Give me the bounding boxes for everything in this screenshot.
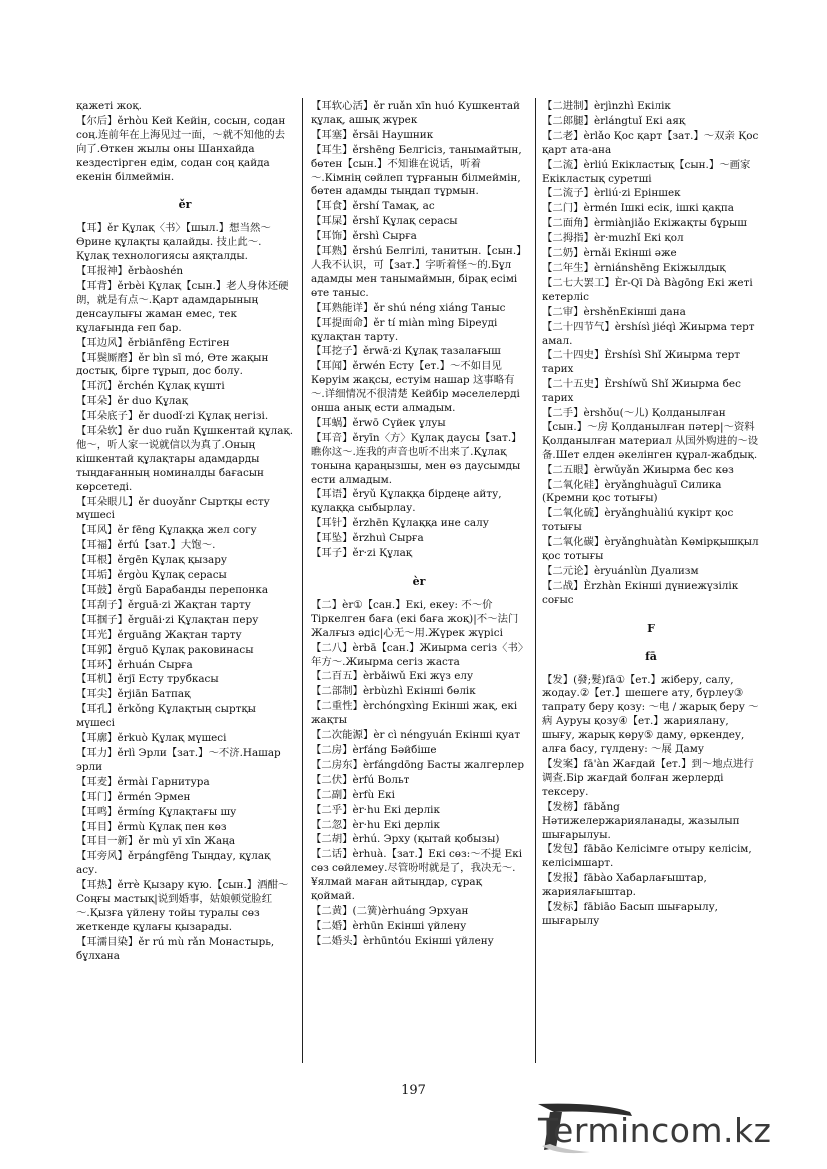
dictionary-entry: 【耳垢】ěrgòu Құлақ серасы bbox=[76, 569, 227, 582]
dictionary-entry: 【耳尖】ěrjiān Батпақ bbox=[76, 688, 191, 701]
dictionary-entry: 【发报】fābào Хабарлағыштар, жариялағыштар. bbox=[542, 872, 707, 899]
dictionary-entry: 【耳鸣】ěrmíng Құлақтағы шу bbox=[76, 805, 237, 818]
dictionary-entry: 【耳蜗】ěrwō Сүйек ұлуы bbox=[311, 416, 446, 429]
dictionary-entry: 【二战】Èrzhàn Екінші дүниежүзілік соғыс bbox=[542, 579, 739, 606]
dictionary-entry: 【二氧化碳】èryǎnghuàtàn Көмірқышқыл қос тотығы bbox=[542, 536, 759, 563]
dictionary-entry: 【耳朵底子】ěr duodǐ·zi Құлақ негізі. bbox=[76, 410, 269, 423]
middle-column bbox=[311, 100, 527, 950]
dictionary-entry: 【二十四节气】èrshísì jiéqì Жиырма терт амал. bbox=[542, 320, 755, 347]
dictionary-entry: 【耳坠】ěrzhuì Сырға bbox=[311, 532, 424, 545]
dictionary-entry: 【二话】èrhuà.【зат.】Екі сөз:～不提 Екі сөз сөйлемеу.尽管吩咐就是了，我决无～.¥ялмай маған айтыңдар, сұрақ қоймай. bbox=[311, 848, 523, 903]
dictionary-entry: 【二审】èrshěnЕкінші дана bbox=[542, 305, 686, 318]
dictionary-entry: 【二】èr①【сан.】Екі, екеу: 不～价 Тіркелген баға (екі баға жоқ)|不～法门 Жалғыз әдіс|心无～用.Жүрек жүрісі bbox=[311, 598, 519, 639]
dictionary-entry: 【耳食】ěrshí Тамақ, ас bbox=[311, 200, 435, 213]
dictionary-entry: 【耳】ěr Құлақ〈书〉【шыл.】想当然～ Өрине құлақты қалайды. 技止此～. Құлақ технологиясы аяқталды. bbox=[76, 222, 271, 263]
dictionary-entry: 【二黄】(二簧)èrhuáng Эрхуан bbox=[311, 904, 469, 917]
section-heading: èr bbox=[412, 575, 426, 588]
dictionary-entry: 【发标】fābiāo Басып шығарылу, шығарылу bbox=[542, 901, 718, 927]
watermark-text: Termincom.kz bbox=[538, 1111, 772, 1150]
dictionary-entry: 【耳朵软】ěr duo ruǎn Құшкентай құлақ.他～，听人家一说就信以为真了.Оның кішкентай құлақтары адамдарды тыңдағанның номиналды бағасын көрсетеді. bbox=[76, 425, 293, 493]
dictionary-entry: 【耳音】ěryīn〈方〉Құлақ даусы【зат.】瞧你这～.连我的声音也听不出来了.Құлақ тонына қараңызшы, мен өз даусымды ести алмадым. bbox=[311, 431, 522, 486]
dictionary-entry: 【耳屎】ěrshǐ Құлақ серасы bbox=[311, 215, 458, 228]
left-column bbox=[76, 100, 294, 965]
section-heading: ěr bbox=[178, 198, 192, 212]
dictionary-entry: 【二五眼】èrwǔyǎn Жиырма бес көз bbox=[542, 463, 734, 476]
dictionary-entry: 【耳孔】ěrkǒng Құлақтың сыртқы мүшесі bbox=[76, 703, 256, 730]
dictionary-entry: 【耳子】ěr·zi Құлақ bbox=[311, 547, 413, 560]
dictionary-entry: 【耳目一新】ěr mù yī xīn Жаңа bbox=[76, 835, 236, 848]
dictionary-entry: 【发榜】fābǎng Нәтижелержарияланады, жазылып шығарылуы. bbox=[542, 800, 740, 841]
dictionary-entry: 【二面角】èrmiànjiǎo Екіжақты бұрыш bbox=[542, 217, 747, 230]
dictionary-entry: 【二氧化硅】èryǎnghuàguī Силика (Кремни қос тотығы) bbox=[542, 478, 722, 505]
dictionary-entry: 【二婚】èrhūn Екінші үйлену bbox=[311, 919, 467, 932]
dictionary-entry: 【耳朵】ěr duo Құлақ bbox=[76, 395, 188, 408]
dictionary-entry: 【耳旁风】ěrpángfēng Тыңдау, құлақ асу. bbox=[76, 850, 271, 877]
dictionary-entry: 【二十四史】Èrshísì Shǐ Жиырма терт тарих bbox=[542, 349, 741, 376]
dictionary-entry: 【耳郭】ěrguō Құлақ раковинасы bbox=[76, 643, 254, 656]
dictionary-entry: 【二手】èrshǒu(～儿) Қолданылған【сын.】～房 Қолданылған пәтер|～资料 Қолданылған материал 从国外购进的～设备.Шет елден әкелінген құрал-жабдық. bbox=[542, 407, 759, 461]
dictionary-entry: 【二房东】èrfángdōng Басты жалгерлер bbox=[311, 758, 524, 771]
dictionary-entry: 【二进制】èrjìnzhì Екілік bbox=[542, 100, 671, 112]
dictionary-entry: 【二流】èrliú Екікластық【сын.】～画家 Екікластық суретші bbox=[542, 158, 751, 185]
dictionary-entry: 【耳塞】ěrsāi Наушник bbox=[311, 128, 434, 141]
dictionary-entry: 【二元论】èryuánlùn Дуализм bbox=[542, 565, 699, 577]
dictionary-entry: 【耳目】ěrmù Құлақ пен көз bbox=[76, 820, 227, 833]
dictionary-entry: 【耳闻】ěrwén Есту【ет.】～不如目见 Көруім жақсы, естуім нашар 这事略有～.详细情况不很清楚 Кейбір мәселелерді онша анық ести алмадым. bbox=[311, 360, 520, 415]
dictionary-entry: 【二婚头】èrhūntóu Екінші үйлену bbox=[311, 934, 494, 947]
dictionary-entry: 【二房】èrfáng Бәйбіше bbox=[311, 743, 437, 756]
dictionary-entry: 【耳鼓】ěrgǔ Барабанды перепонка bbox=[76, 584, 269, 596]
dictionary-entry: 【耳熟能详】ěr shú néng xiáng Таныс bbox=[311, 301, 506, 314]
dictionary-entry: 【耳掴子】ěrguāi·zi Құлақтан перу bbox=[76, 613, 259, 626]
dictionary-entry: 【发包】fābāo Келісімге отыру келісім, келісімшарт. bbox=[542, 843, 752, 870]
dictionary-entry: 【耳朵眼儿】ěr duoyǎnr Сыртқы есту мүшесі bbox=[76, 495, 270, 522]
dictionary-entry: 【耳根】ěrgēn Құлақ қызару bbox=[76, 554, 227, 567]
dictionary-entry: 【二伏】èrfú Вольт bbox=[311, 773, 410, 786]
dictionary-entry: 【耳风】ěr fēng Құлаққа жел согу bbox=[76, 524, 257, 537]
dictionary-entry: 【耳热】ěrrè Қызару күю.【сын.】酒酣～ Соңғы мастық|说到婚事，姑娘顿觉脸红～.Қызға үйлену тойы туралы сөз жеткенде құлағы қызарады. bbox=[76, 879, 289, 933]
dictionary-entry: 【耳光】ěrguāng Жақтан тарту bbox=[76, 628, 242, 641]
dictionary-entry: 【二十五史】Èrshíwǔ Shǐ Жиырма бес тарих bbox=[542, 378, 741, 405]
dictionary-entry: 【二拇指】èr·muzhǐ Екі қол bbox=[542, 232, 684, 245]
section-heading: fā bbox=[645, 649, 657, 663]
dictionary-entry: 【耳报神】ěrbàoshén bbox=[76, 265, 184, 278]
dictionary-entry: 【耳廓】ěrkuò Құлақ мүшесі bbox=[76, 732, 227, 745]
dictionary-entry: 【二副】èrfù Екі bbox=[311, 788, 395, 801]
dictionary-entry: 【耳背】ěrbèi Құлақ【сын.】老人身体还硬朗，就是有点～.Қарт адамдарының денсаулығы жаман емес, тек құлағында ғеп бар. bbox=[76, 279, 289, 334]
dictionary-entry: 【耳环】ěrhuán Сырға bbox=[76, 658, 193, 671]
dictionary-entry: 【耳门】ěrmén Эрмен bbox=[76, 790, 191, 803]
dictionary-entry: 【二七大罢工】Èr-Qī Dà Bàgōng Екі жеті кетерліс bbox=[542, 276, 753, 303]
dictionary-entry: 【二流子】èrliú·zi Еріншек bbox=[542, 187, 681, 200]
column-divider bbox=[302, 98, 303, 1063]
dictionary-entry: 【耳边风】ěrbiānfēng Естіген bbox=[76, 336, 230, 349]
dictionary-entry: 【耳饰】ěrshì Сырға bbox=[311, 230, 417, 243]
dictionary-entry: 【耳软心活】ěr ruǎn xīn huó Кушкентай құлақ, ашық жүрек bbox=[311, 100, 520, 126]
dictionary-entry: 【二部制】èrbùzhì Екінші бөлік bbox=[311, 685, 476, 698]
dictionary-entry: 【二老】èrlǎo Қос қарт【зат.】～双亲 Қос қарт ата-ана bbox=[542, 129, 759, 156]
dictionary-entry: 【耳熟】ěrshú Белгілі, танитын.【сын.】人我不认识，可【зат.】字听着怪～的.Бұл адамды мен танымаймын, бірақ есімі өте таныс. bbox=[311, 245, 527, 299]
section-heading: F bbox=[647, 621, 655, 635]
page-number: 197 bbox=[401, 1083, 426, 1098]
dictionary-entry: 【二郎腿】èrlángtuǐ Екі аяқ bbox=[542, 114, 686, 127]
dictionary-entry: 【二重性】èrchóngxìng Екінші жақ, екі жақты bbox=[311, 700, 518, 727]
right-column bbox=[542, 100, 760, 930]
dictionary-entry: 【耳语】ěryǔ Құлаққа бірдеңе айту, құлаққа сыбырлау. bbox=[311, 488, 502, 515]
dictionary-entry: 【耳濡目染】ěr rú mù rǎn Монастырь, бұлхана bbox=[76, 935, 275, 962]
dictionary-entry: 【二百五】èrbǎiwǔ Екі жүз елу bbox=[311, 670, 474, 683]
dictionary-entry: 【耳鬓厮磨】ěr bìn sī mó, Өте жақын достық, бірге тұрып, дос болу. bbox=[76, 351, 269, 378]
dictionary-entry: 【耳针】ěrzhēn Құлаққа ине салу bbox=[311, 517, 489, 530]
dictionary-entry: 【二年生】èrniánshēng Екіжылдық bbox=[542, 261, 726, 274]
dictionary-entry: 【二次能源】èr cì néngyuán Екінші қуат bbox=[311, 729, 521, 742]
dictionary-entry: 【耳力】ěrlì Эрли【зат.】～不济.Нашар эрли bbox=[76, 746, 281, 773]
dictionary-entry: 【耳麦】ěrmài Гарнитура bbox=[76, 775, 210, 788]
dictionary-entry: 【二胡】èrhú. Эрху (қытай қобызы) bbox=[311, 833, 500, 846]
dictionary-entry: 【二忽】èr·hu Екі дерлік bbox=[311, 818, 440, 831]
dictionary-entry: 【耳生】ěrshēng Белгісіз, танымайтын, бөтен【сын.】不知谁在说话，听着～.Кімнің сөйлеп тұрғанын білмеймін, бөтен адамды тыңдап тұрмын. bbox=[311, 143, 522, 198]
dictionary-entry: 【二门】èrmén Ішкі есік, ішкі қақпа bbox=[542, 202, 734, 215]
dictionary-entry: 【耳挖子】ěrwā·zi Құлақ тазалағыш bbox=[311, 345, 501, 358]
dictionary-entry: 【二八】èrbā【сан.】Жиырма сегіз〈书〉年方～.Жиырма сегіз жаста bbox=[311, 641, 524, 668]
dictionary-entry: 【耳沉】ěrchén Құлақ күшті bbox=[76, 380, 225, 393]
dictionary-entry: 【尔后】ěrhòu Кей Кейін, сосын, содан соң.连前年在上海见过一面，～就不知他的去向了.Өткен жылы оны Шанхайда кездестірген едім, содан соң қайда екенін білмеймін. bbox=[76, 114, 286, 183]
dictionary-entry: 【二奶】èrnǎi Екінші әже bbox=[542, 247, 677, 260]
dictionary-entry: қажеті жоқ. bbox=[76, 100, 142, 112]
dictionary-entry: 【发案】fā'àn Жағдай【ет.】到～地点进行调查.Бір жағдай болған жерлерді тексеру. bbox=[542, 757, 754, 798]
dictionary-entry: 【二乎】èr·hu Екі дерлік bbox=[311, 803, 440, 816]
dictionary-entry: 【耳机】ěrjī Есту трубкасы bbox=[76, 673, 219, 686]
dictionary-entry: 【耳福】ěrfú【зат.】大饱～. bbox=[76, 539, 216, 552]
dictionary-entry: 【发】(發;髮)fā①【ет.】жіберу, салу, жодау.②【ет.】шешеге ату, бүрлеу③ тапрату беру қозу: ～电 / жарық беру ～病 Ауруы қозу④【ет.】жариялану, шығу, жарық көру⑤ даму, өркендеу, алға басу, гүлдену: ～展 Даму bbox=[542, 673, 759, 756]
dictionary-entry: 【耳刮子】ěrguā·zi Жақтан тарту bbox=[76, 598, 251, 611]
dictionary-entry: 【二氧化硫】èryǎnghuàliú күкірт қос тотығы bbox=[542, 507, 734, 534]
column-divider bbox=[535, 98, 536, 1063]
dictionary-entry: 【耳提面命】ěr tí miàn mìng Біреуді құлақтан тарту. bbox=[311, 316, 498, 343]
